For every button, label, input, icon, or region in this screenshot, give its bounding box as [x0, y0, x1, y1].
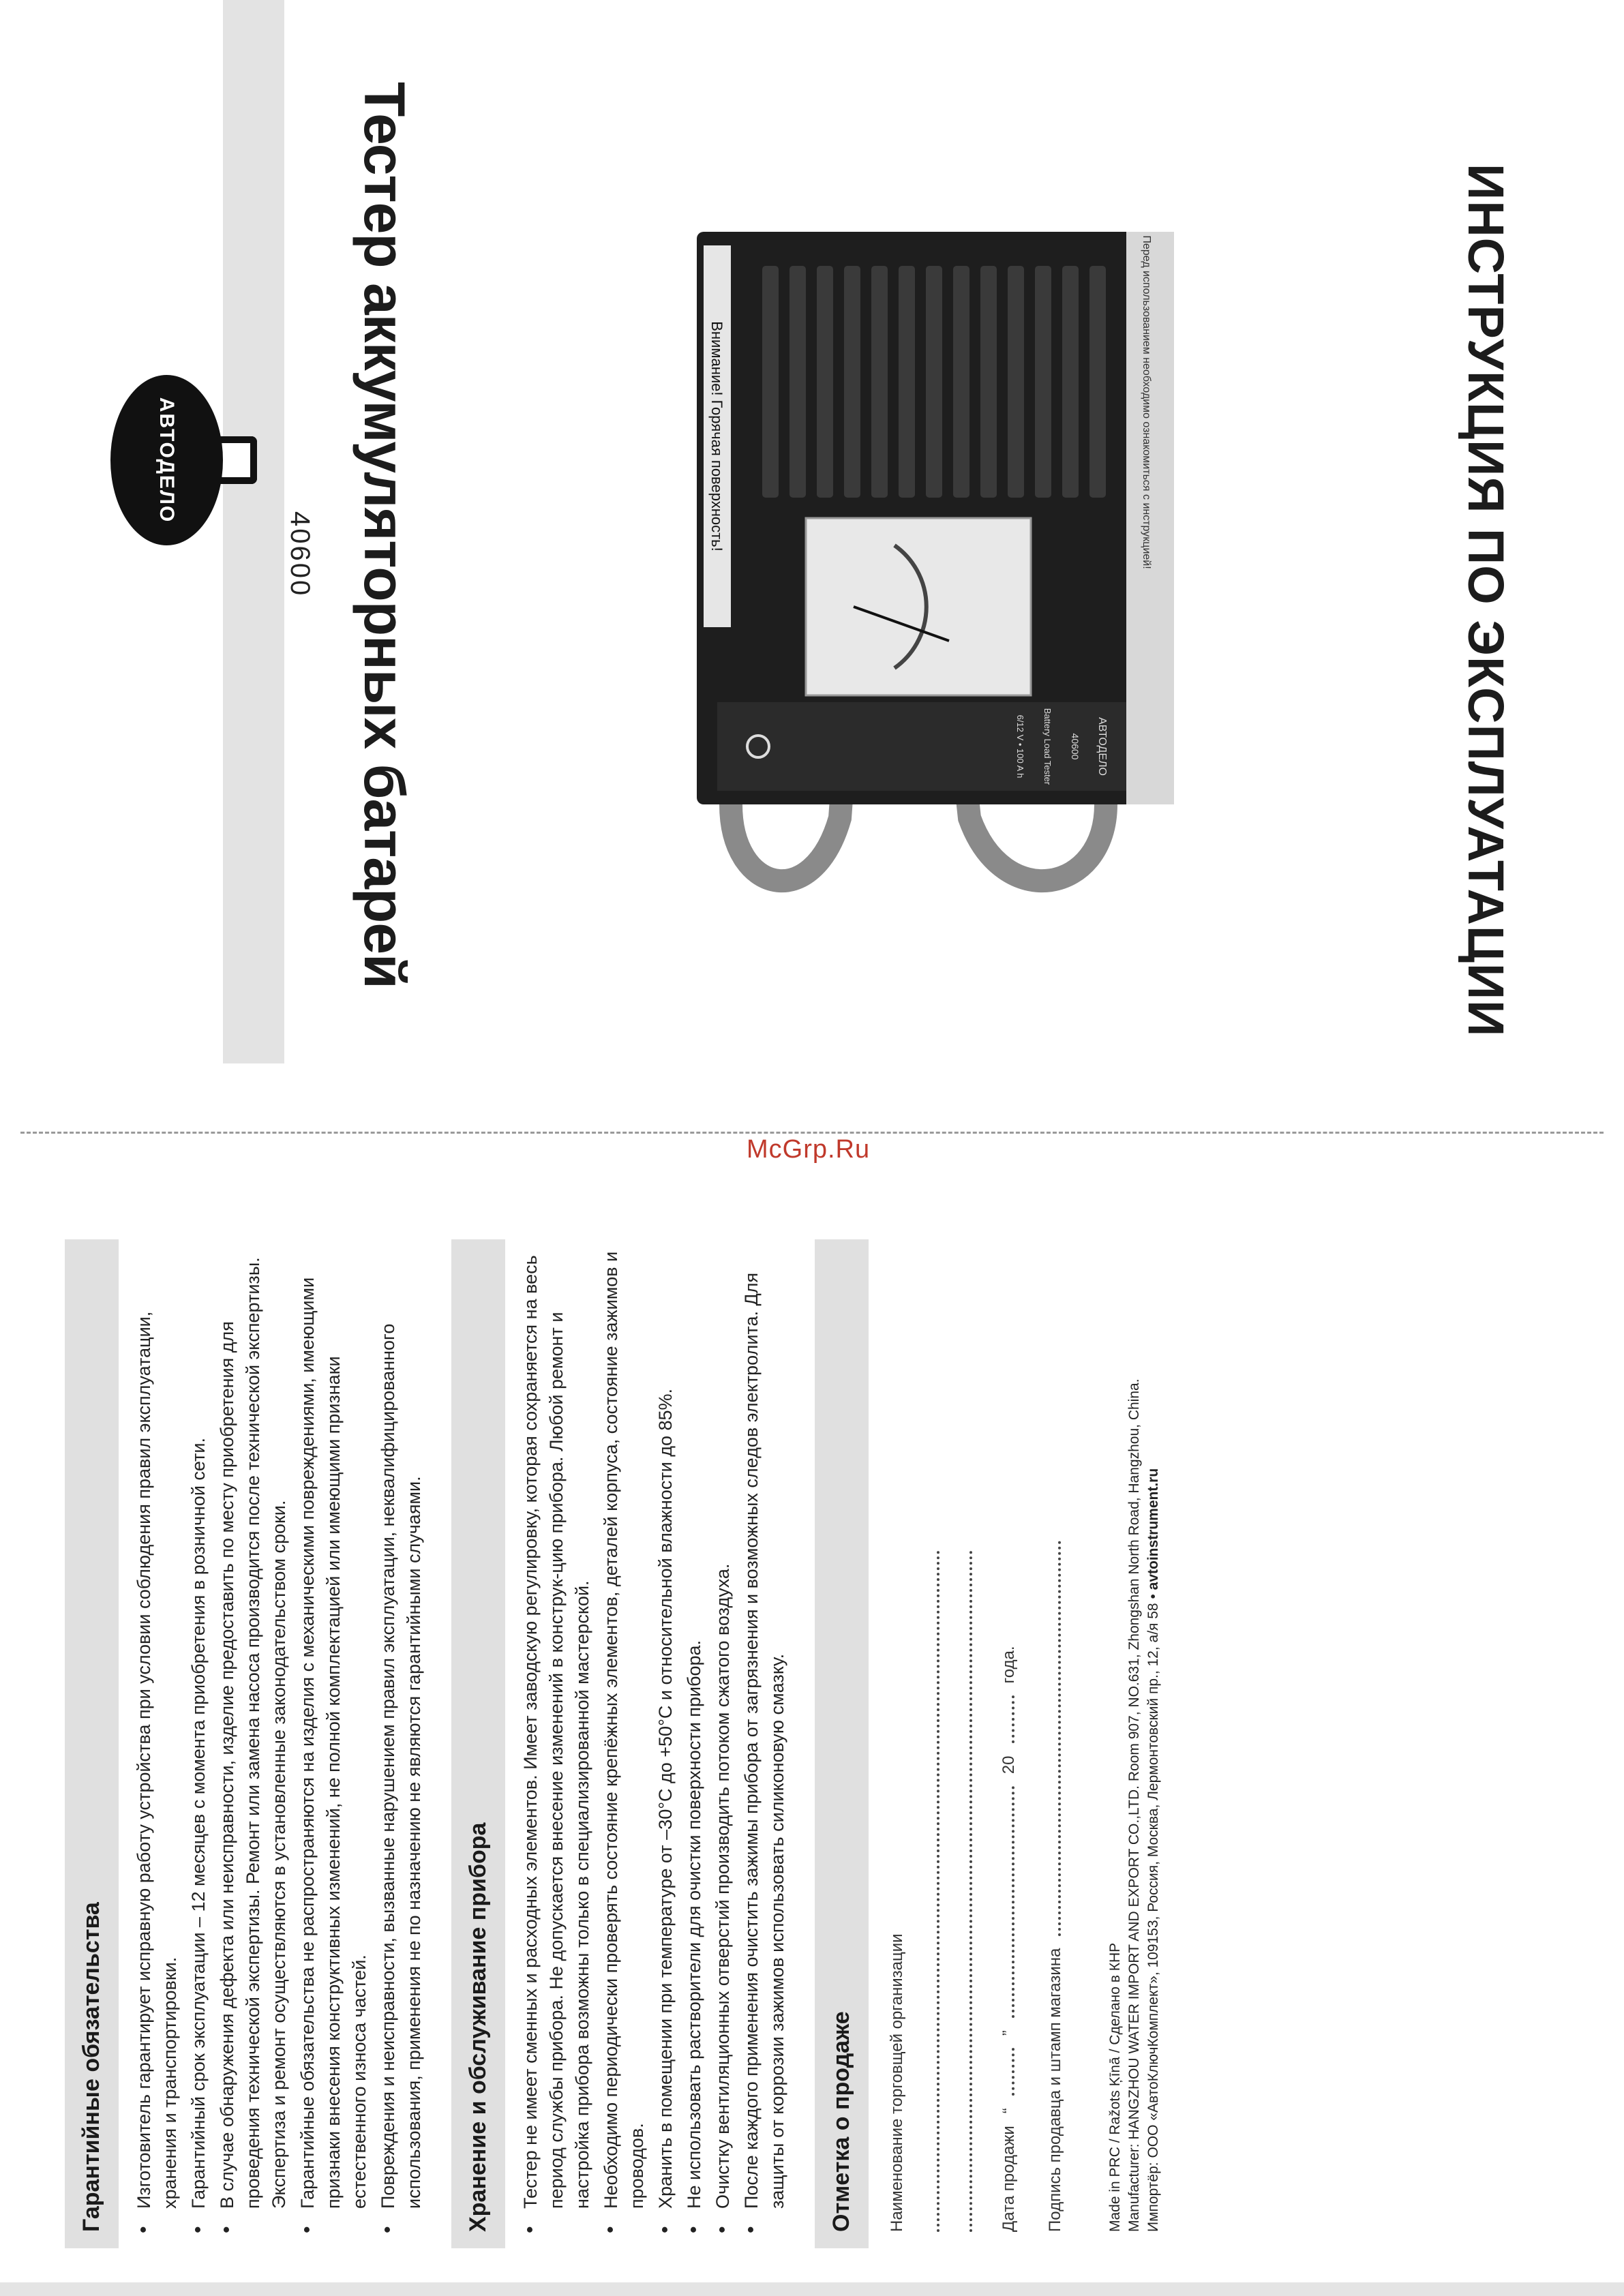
list-item: • После каждого применения очистить зажимы прибора от загрязнения и возможных следов электролита. Для защиты от коррозии зажимов использовать силиконовую смазку. — [738, 1239, 790, 2241]
sale-date-label: Дата продажи — [999, 2126, 1018, 2232]
sale-sign-label: Подпись продавца и штамп магазина — [1046, 1948, 1064, 2232]
warranty-list — [131, 1239, 427, 2241]
back-panel — [0, 1205, 1624, 2296]
manual-title: ИНСТРУКЦИЯ ПО ЭКСПЛУАТАЦИИ — [1458, 164, 1514, 1038]
website-link[interactable]: avtoinstrument.ru — [1145, 1468, 1161, 1590]
sale-org-label: Наименование торговщей организации — [888, 1933, 906, 2232]
list-item: • Гарантийные обязательства не распространяются на изделия с механическими повреждениями, имеющими признаки внесения конструктивных изменений, не полной комплектацией или имеющими признаки естественного износа частей. — [295, 1239, 372, 2241]
list-item: • В случае обнаружения дефекта или неисправности, изделие предоставить по месту приобретения для проведения технической экспертизы. Ремонт или замена насоса производится после технической экспертизы. Экспертиза и ремонт осуществляются в установленные законодательством сроки. — [214, 1239, 292, 2241]
manufacturer-info — [1106, 1239, 1163, 2232]
sale-org-field-2 — [969, 1550, 972, 2232]
sale-sign-row — [1046, 1239, 1065, 2232]
sale-day-field — [1012, 2048, 1014, 2096]
title-band — [223, 0, 284, 1063]
list-item: • Гарантийный срок эксплуатации – 12 месяцев с момента приобретения в розничной сети. — [185, 1239, 211, 2241]
list-item: • Не использовать растворители для очистки поверхности прибора. — [681, 1239, 707, 2241]
list-item: • Хранить в помещении при температуре от –30°С до +50°С и относительной влажности до 85%. — [652, 1239, 678, 2241]
storage-list — [517, 1239, 790, 2241]
sale-year-field — [1012, 1696, 1014, 1744]
list-item: • Изготовитель гарантирует исправную работу устройства при условии соблюдения правил эксплуатации, хранения и транспортировки. — [131, 1239, 183, 2241]
sale-date-row — [999, 1239, 1019, 2232]
warranty-heading: Гарантийные обязательства — [65, 1239, 119, 2248]
watermark: McGrp.Ru — [747, 1135, 871, 1164]
list-item: • Необходимо периодически проверять состояние крепёжных элементов, деталей корпуса, состояние зажимов и проводов. — [598, 1239, 650, 2241]
brand-logo: АВТОДЕЛО — [110, 375, 223, 545]
sale-month-field — [1012, 1786, 1014, 2018]
storage-heading: Хранение и обслуживание прибора — [451, 1239, 505, 2248]
model-number: 40600 — [285, 511, 315, 598]
device-name-label: Battery Load Tester — [1042, 708, 1053, 785]
cover-title: Тестер аккумуляторных батарей — [352, 82, 417, 988]
date-close-quote: ” — [999, 2030, 1018, 2036]
list-item: • Тестер не имеет сменных и расходных элементов. Имеет заводскую регулировку, которая сохраняется на весь период службы прибора. Не допускается внесение изменений в конструк-цию прибора. Любой ремонт и настройка прибора возможны только в специализированной мастерской. — [517, 1239, 595, 2241]
warning-sticker: Внимание! Горячая поверхность! — [708, 321, 725, 552]
side-panel — [717, 702, 1126, 791]
date-open-quote: “ — [999, 2108, 1018, 2114]
importer-line: Импортёр: ООО «АвтоКлючКомплект», 109153, Россия, Москва, Лермонтовский пр., 12, а/я 58 • avtoinstrument.ru — [1145, 1468, 1161, 2232]
device-model-label: 40600 — [1070, 733, 1081, 760]
sale-year-suffix: года. — [999, 1646, 1018, 1684]
device-rating-label: 6/12 V • 100 A h — [1015, 714, 1025, 779]
fold-line — [20, 1132, 1604, 1134]
sale-org-field — [937, 1550, 939, 2232]
sale-heading: Отметка о продаже — [815, 1239, 869, 2248]
notice-sticker: Перед использованием необходимо ознакомиться с инструкцией! — [1141, 235, 1152, 569]
origin-line: Made in PRC / Ražots Ķīnā / Сделано в КНР — [1107, 1942, 1123, 2232]
sale-year-prefix: 20 — [999, 1755, 1018, 1774]
list-item: • Очистку вентиляционных отверстий производить потоком сжатого воздуха. — [710, 1239, 736, 2241]
meter-face — [806, 518, 1031, 695]
manufacturer-line: Manufacturer: HANGZHOU WATER IMPORT AND EXPORT CO.,LTD. Room 907, NO.631, Zhongshan North Road, Hangzhou, China. — [1126, 1378, 1142, 2232]
bottom-edge — [0, 2282, 1624, 2296]
sale-sign-field — [1058, 1541, 1061, 1936]
cover-panel — [0, 0, 1624, 1063]
list-item: • Повреждения и неисправности, вызванные нарушением правил эксплуатации, неквалифицированного использования, применения не по назначению не являются гарантийными случаями. — [375, 1239, 427, 2241]
battery-tester-image — [479, 109, 1331, 995]
device-brand-label: АВТОДЕЛО — [1096, 717, 1108, 776]
